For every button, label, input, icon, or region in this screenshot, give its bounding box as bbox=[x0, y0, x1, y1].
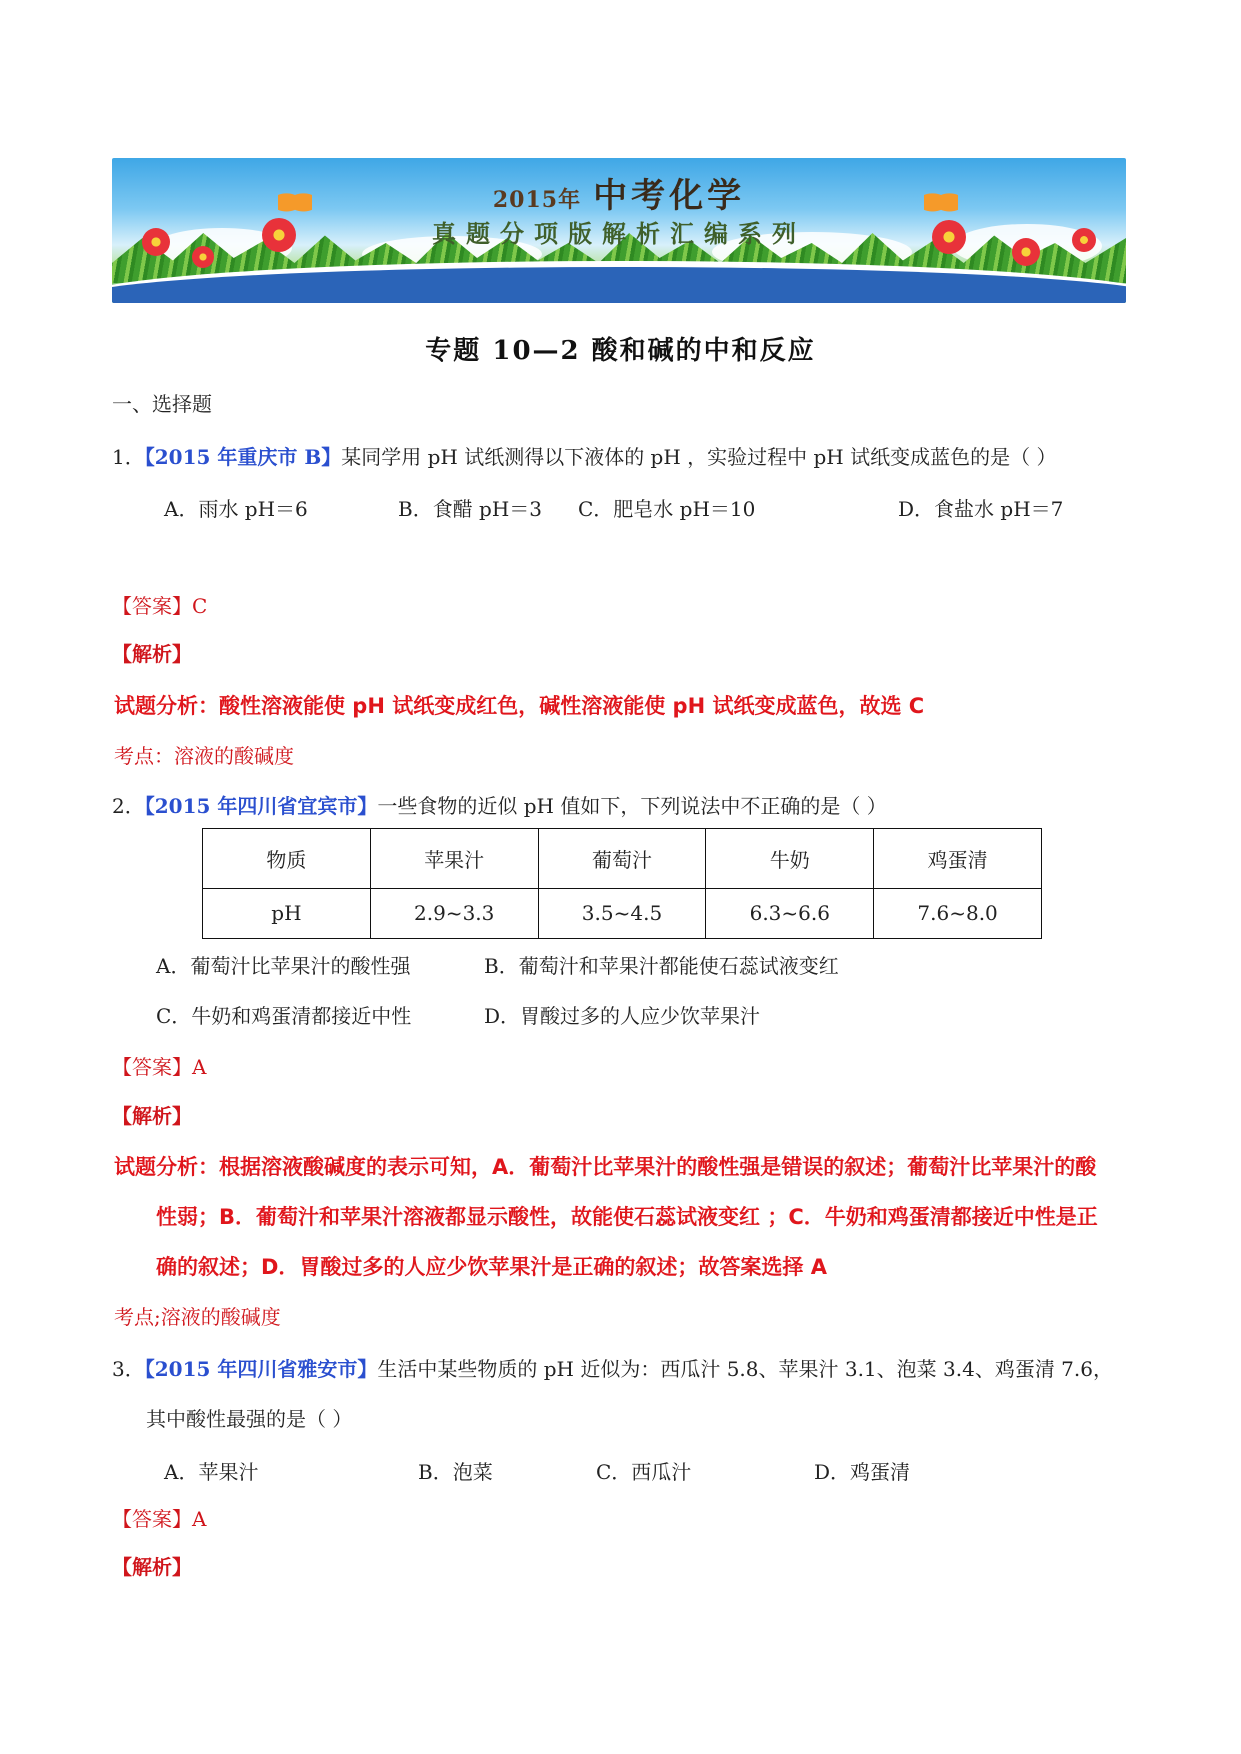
table-cell: 3.5~4.5 bbox=[538, 888, 706, 938]
question-1: 1．【2015 年重庆市 B】某同学用 pH 试纸测得以下液体的 pH ，实验过程中 pH 试纸变成蓝色的是（ ） bbox=[112, 445, 1057, 469]
table-cell: pH bbox=[203, 888, 371, 938]
analysis-text-2-line-1: 试题分析：根据溶液酸碱度的表示可知，A．葡萄汁比苹果汁的酸性强是错误的叙述；葡萄汁比苹果汁的酸 bbox=[114, 1155, 1097, 1179]
option-b: B．泡菜 bbox=[418, 1460, 493, 1484]
table-row bbox=[203, 829, 1042, 889]
table-cell: 牛奶 bbox=[706, 829, 874, 889]
table-cell: 7.6~8.0 bbox=[874, 888, 1042, 938]
keypoint-2: 考点;溶液的酸碱度 bbox=[114, 1305, 281, 1329]
option-a: A．苹果汁 bbox=[164, 1460, 259, 1484]
table-cell: 苹果汁 bbox=[370, 829, 538, 889]
analysis-label-1: 【解析】 bbox=[112, 642, 192, 666]
banner-subtitle: 真题分项版解析汇编系列 bbox=[432, 219, 806, 248]
option-d: D．胃酸过多的人应少饮苹果汁 bbox=[484, 1004, 761, 1028]
question-source: 【2015 年四川省宜宾市】 bbox=[144, 794, 378, 818]
question-3: 3．【2015 年四川省雅安市】生活中某些物质的 pH 近似为：西瓜汁 5.8、苹果汁 3.1、泡菜 3.4、鸡蛋清 7.6， bbox=[112, 1357, 1113, 1381]
document-title: 专题 10—2 酸和碱的中和反应 bbox=[425, 336, 816, 366]
option-c: C．西瓜汁 bbox=[596, 1460, 692, 1484]
question-source: 【2015 年重庆市 B】 bbox=[144, 445, 342, 469]
option-c: C．肥皂水 pH＝10 bbox=[578, 497, 756, 521]
table-cell: 物质 bbox=[203, 829, 371, 889]
option-d: D．食盐水 pH＝7 bbox=[898, 497, 1064, 521]
question-source: 【2015 年四川省雅安市】 bbox=[144, 1357, 378, 1381]
answer-1: 【答案】C bbox=[112, 594, 208, 618]
option-b: B．食醋 pH＝3 bbox=[398, 497, 543, 521]
banner-title: 2015年 中考化学 bbox=[492, 176, 746, 216]
analysis-text-2-line-3: 确的叙述；D．胃酸过多的人应少饮苹果汁是正确的叙述；故答案选择 A bbox=[156, 1255, 827, 1279]
analysis-text-2-line-2: 性弱；B．葡萄汁和苹果汁溶液都显示酸性，故能使石蕊试液变红 ；C．牛奶和鸡蛋清都接近中性是正 bbox=[156, 1205, 1098, 1229]
option-a: A．雨水 pH＝6 bbox=[164, 497, 308, 521]
analysis-label-3: 【解析】 bbox=[112, 1555, 192, 1579]
question-3-cont: 其中酸性最强的是（ ） bbox=[146, 1407, 353, 1431]
analysis-text-1: 试题分析：酸性溶液能使 pH 试纸变成红色，碱性溶液能使 pH 试纸变成蓝色，故选 C bbox=[114, 694, 925, 718]
section-heading: 一、选择题 bbox=[112, 392, 212, 416]
option-d: D．鸡蛋清 bbox=[814, 1460, 911, 1484]
question-2: 2．【2015 年四川省宜宾市】一些食物的近似 pH 值如下，下列说法中不正确的是（ ） bbox=[112, 794, 887, 818]
table-cell: 2.9~3.3 bbox=[370, 888, 538, 938]
table-row bbox=[203, 888, 1042, 938]
table-cell: 葡萄汁 bbox=[538, 829, 706, 889]
header-banner bbox=[112, 158, 1126, 303]
table-cell: 6.3~6.6 bbox=[706, 888, 874, 938]
table-cell: 鸡蛋清 bbox=[874, 829, 1042, 889]
flower-icon bbox=[192, 246, 214, 268]
option-b: B．葡萄汁和苹果汁都能使石蕊试液变红 bbox=[484, 954, 839, 978]
analysis-label-2: 【解析】 bbox=[112, 1104, 192, 1128]
keypoint-1: 考点：溶液的酸碱度 bbox=[114, 744, 294, 768]
option-c: C．牛奶和鸡蛋清都接近中性 bbox=[156, 1004, 412, 1028]
ph-table bbox=[202, 828, 1042, 939]
answer-2: 【答案】A bbox=[112, 1055, 207, 1079]
option-a: A．葡萄汁比苹果汁的酸性强 bbox=[156, 954, 411, 978]
answer-3: 【答案】A bbox=[112, 1507, 207, 1531]
